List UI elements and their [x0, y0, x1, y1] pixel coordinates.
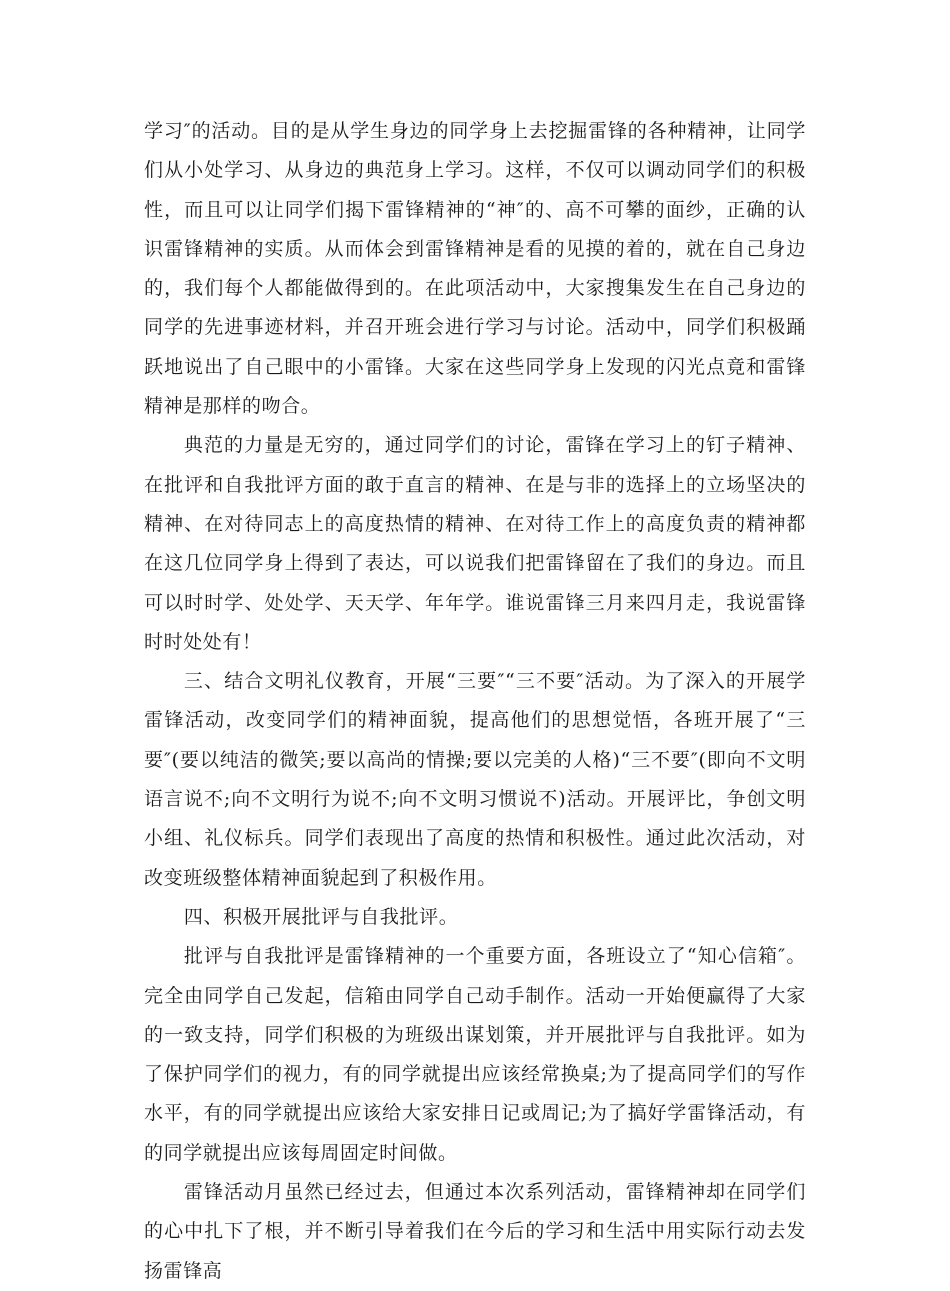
paragraph-4-heading: 四、积极开展批评与自我批评。	[183, 905, 459, 928]
paragraph-5: 批评与自我批评是雷锋精神的一个重要方面，各班设立了“知心信箱″。完全由同学自己发起，信箱由同学自己动手制作。活动一开始便赢得了大家的一致支持，同学们积极的为班级出谋划策，并开展批评与自我批评。如为了保护同学们的视力，有的同学就提出应该经常换桌;为了提高同学们的写作水平，有的同学就提出应该给大家安排日记或周记;为了搞好学雷锋活动，有的同学就提出应该每周固定时间做。	[144, 945, 806, 1164]
paragraph-6: 雷锋活动月虽然已经过去，但通过本次系列活动，雷锋精神却在同学们的心中扎下了根，并不断引导着我们在今后的学习和生活中用实际行动去发扬雷锋高	[144, 1181, 806, 1282]
document-body	[144, 112, 806, 1291]
paragraph-2: 典范的力量是无穷的，通过同学们的讨论，雷锋在学习上的钉子精神、在批评和自我批评方面的敢于直言的精神、在是与非的选择上的立场坚决的精神、在对待同志上的高度热情的精神、在对待工作上的高度负责的精神都在这几位同学身上得到了表达，可以说我们把雷锋留在了我们的身边。而且可以时时学、处处学、天天学、年年学。谁说雷锋三月来四月走，我说雷锋时时处处有！	[144, 434, 806, 653]
paragraph-1: 学习″的活动。目的是从学生身边的同学身上去挖掘雷锋的各种精神，让同学们从小处学习、从身边的典范身上学习。这样，不仅可以调动同学们的积极性，而且可以让同学们揭下雷锋精神的“神″的、高不可攀的面纱，正确的认识雷锋精神的实质。从而体会到雷锋精神是看的见摸的着的，就在自己身边的，我们每个人都能做得到的。在此项活动中，大家搜集发生在自己身边的同学的先进事迹材料，并召开班会进行学习与讨论。活动中，同学们积极踊跃地说出了自己眼中的小雷锋。大家在这些同学身上发现的闪光点竟和雷锋精神是那样的吻合。	[144, 120, 806, 418]
paragraph-3: 三、结合文明礼仪教育，开展“三要″“三不要″活动。为了深入的开展学雷锋活动，改变同学们的精神面貌，提高他们的思想觉悟，各班开展了“三要″(要以纯洁的微笑;要以高尚的情操;要以完美的人格)“三不要″(即向不文明语言说不;向不文明行为说不;向不文明习惯说不)活动。开展评比，争创文明小组、礼仪标兵。同学们表现出了高度的热情和积极性。通过此次活动，对改变班级整体精神面貌起到了积极作用。	[144, 670, 806, 889]
